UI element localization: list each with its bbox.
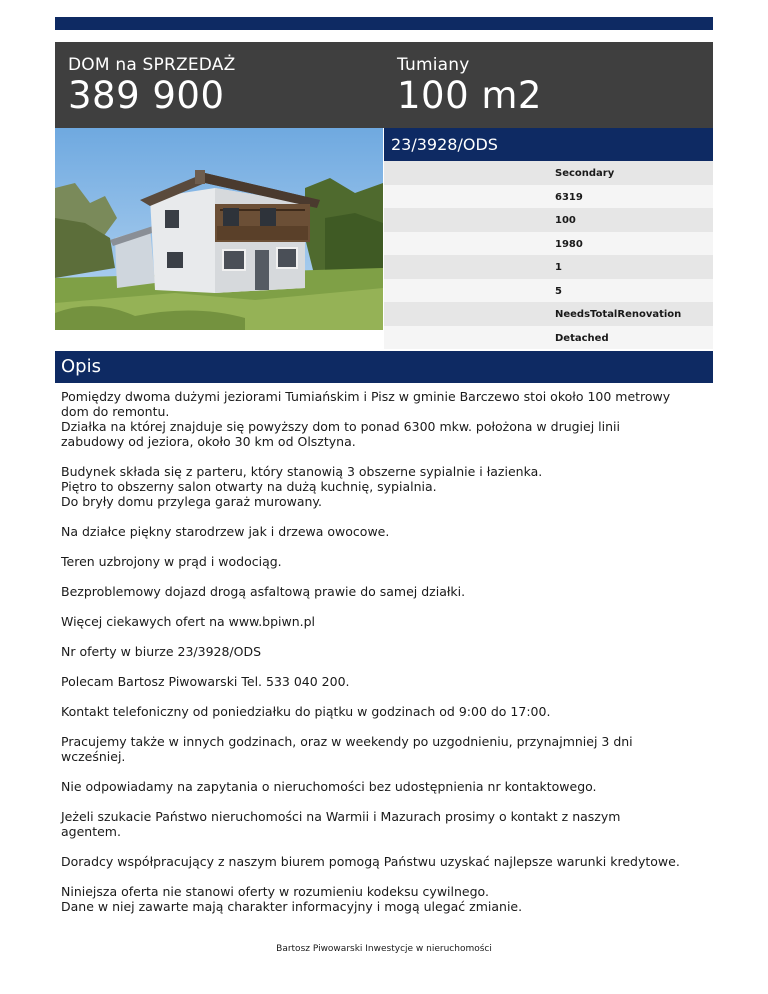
description-paragraph — [61, 704, 709, 719]
listing-header — [55, 42, 713, 128]
description-line: Pracujemy także w innych godzinach, oraz w weekendy po uzgodnieniu, przynajmniej 3 dni — [61, 734, 633, 749]
description-line: Bezproblemowy dojazd drogą asfaltową prawie do samej działki. — [61, 584, 466, 599]
description-line: Teren uzbrojony w prąd i wodociąg. — [61, 554, 282, 569]
detail-market: Secondary — [384, 161, 713, 185]
description-paragraph — [61, 779, 709, 794]
description-body — [61, 389, 709, 929]
detail-usable-area: 100 — [384, 208, 713, 232]
description-heading: Opis — [61, 356, 101, 377]
detail-condition: NeedsTotalRenovation — [384, 302, 713, 326]
description-line: Piętro to obszerny salon otwarty na dużą kuchnię, sypialnia. — [61, 479, 437, 494]
area: 100 m2 — [397, 74, 542, 117]
description-line: Kontakt telefoniczny od poniedziałku do piątku w godzinach od 9:00 do 17:00. — [61, 704, 551, 719]
description-line: wcześniej. — [61, 749, 126, 764]
description-paragraph — [61, 524, 709, 539]
description-paragraph — [61, 554, 709, 569]
detail-floors: 1 — [384, 255, 713, 279]
top-accent-bar — [55, 17, 713, 30]
description-line: Budynek składa się z parteru, który stanowią 3 obszerne sypialnie i łazienka. — [61, 464, 543, 479]
description-line: Nr oferty w biurze 23/3928/ODS — [61, 644, 262, 659]
description-paragraph — [61, 389, 709, 449]
price: 389 900 — [68, 74, 225, 117]
description-line: zabudowy od jeziora, około 30 km od Olsztyna. — [61, 434, 356, 449]
description-line: Dane w niej zawarte mają charakter informacyjny i mogą ulegać zmianie. — [61, 899, 523, 914]
description-line: Polecam Bartosz Piwowarski Tel. 533 040 200. — [61, 674, 350, 689]
description-paragraph — [61, 584, 709, 599]
description-line: Na działce piękny starodrzew jak i drzewa owocowe. — [61, 524, 390, 539]
details-table — [384, 161, 713, 349]
description-line: Doradcy współpracujący z naszym biurem pomogą Państwu uzyskać najlepsze warunki kredytowe. — [61, 854, 680, 869]
detail-build-year: 1980 — [384, 232, 713, 256]
footer-text: Bartosz Piwowarski Inwestycje w nieruchomości — [276, 944, 492, 954]
description-paragraph — [61, 674, 709, 689]
description-line: Niniejsza oferta nie stanowi oferty w rozumieniu kodeksu cywilnego. — [61, 884, 489, 899]
house-photo — [55, 128, 383, 330]
description-line: Jeżeli szukacie Państwo nieruchomości na Warmii i Mazurach prosimy o kontakt z naszym — [61, 809, 621, 824]
location: Tumiany — [397, 55, 470, 75]
description-line: Do bryły domu przylega garaż murowany. — [61, 494, 322, 509]
detail-building-type: Detached — [384, 326, 713, 350]
description-heading-bar — [55, 351, 713, 383]
description-line: Więcej ciekawych ofert na www.bpiwn.pl — [61, 614, 316, 629]
description-paragraph — [61, 854, 709, 869]
description-line: dom do remontu. — [61, 404, 170, 419]
description-line: Działka na której znajduje się powyższy dom to ponad 6300 mkw. położona w drugiej linii — [61, 419, 620, 434]
reference-bar — [384, 128, 713, 161]
description-paragraph — [61, 884, 709, 914]
description-line: Nie odpowiadamy na zapytania o nieruchomości bez udostępnienia nr kontaktowego. — [61, 779, 597, 794]
description-paragraph — [61, 644, 709, 659]
description-paragraph — [61, 809, 709, 839]
reference-number: 23/3928/ODS — [391, 135, 498, 154]
property-type-label: DOM na SPRZEDAŻ — [68, 55, 236, 75]
description-line: agentem. — [61, 824, 121, 839]
detail-rooms: 5 — [384, 279, 713, 303]
description-paragraph — [61, 614, 709, 629]
description-line: Pomiędzy dwoma dużymi jeziorami Tumiańskim i Pisz w gminie Barczewo stoi około 100 metrowy — [61, 389, 671, 404]
description-paragraph — [61, 734, 709, 764]
detail-plot-area: 6319 — [384, 185, 713, 209]
description-paragraph — [61, 464, 709, 509]
